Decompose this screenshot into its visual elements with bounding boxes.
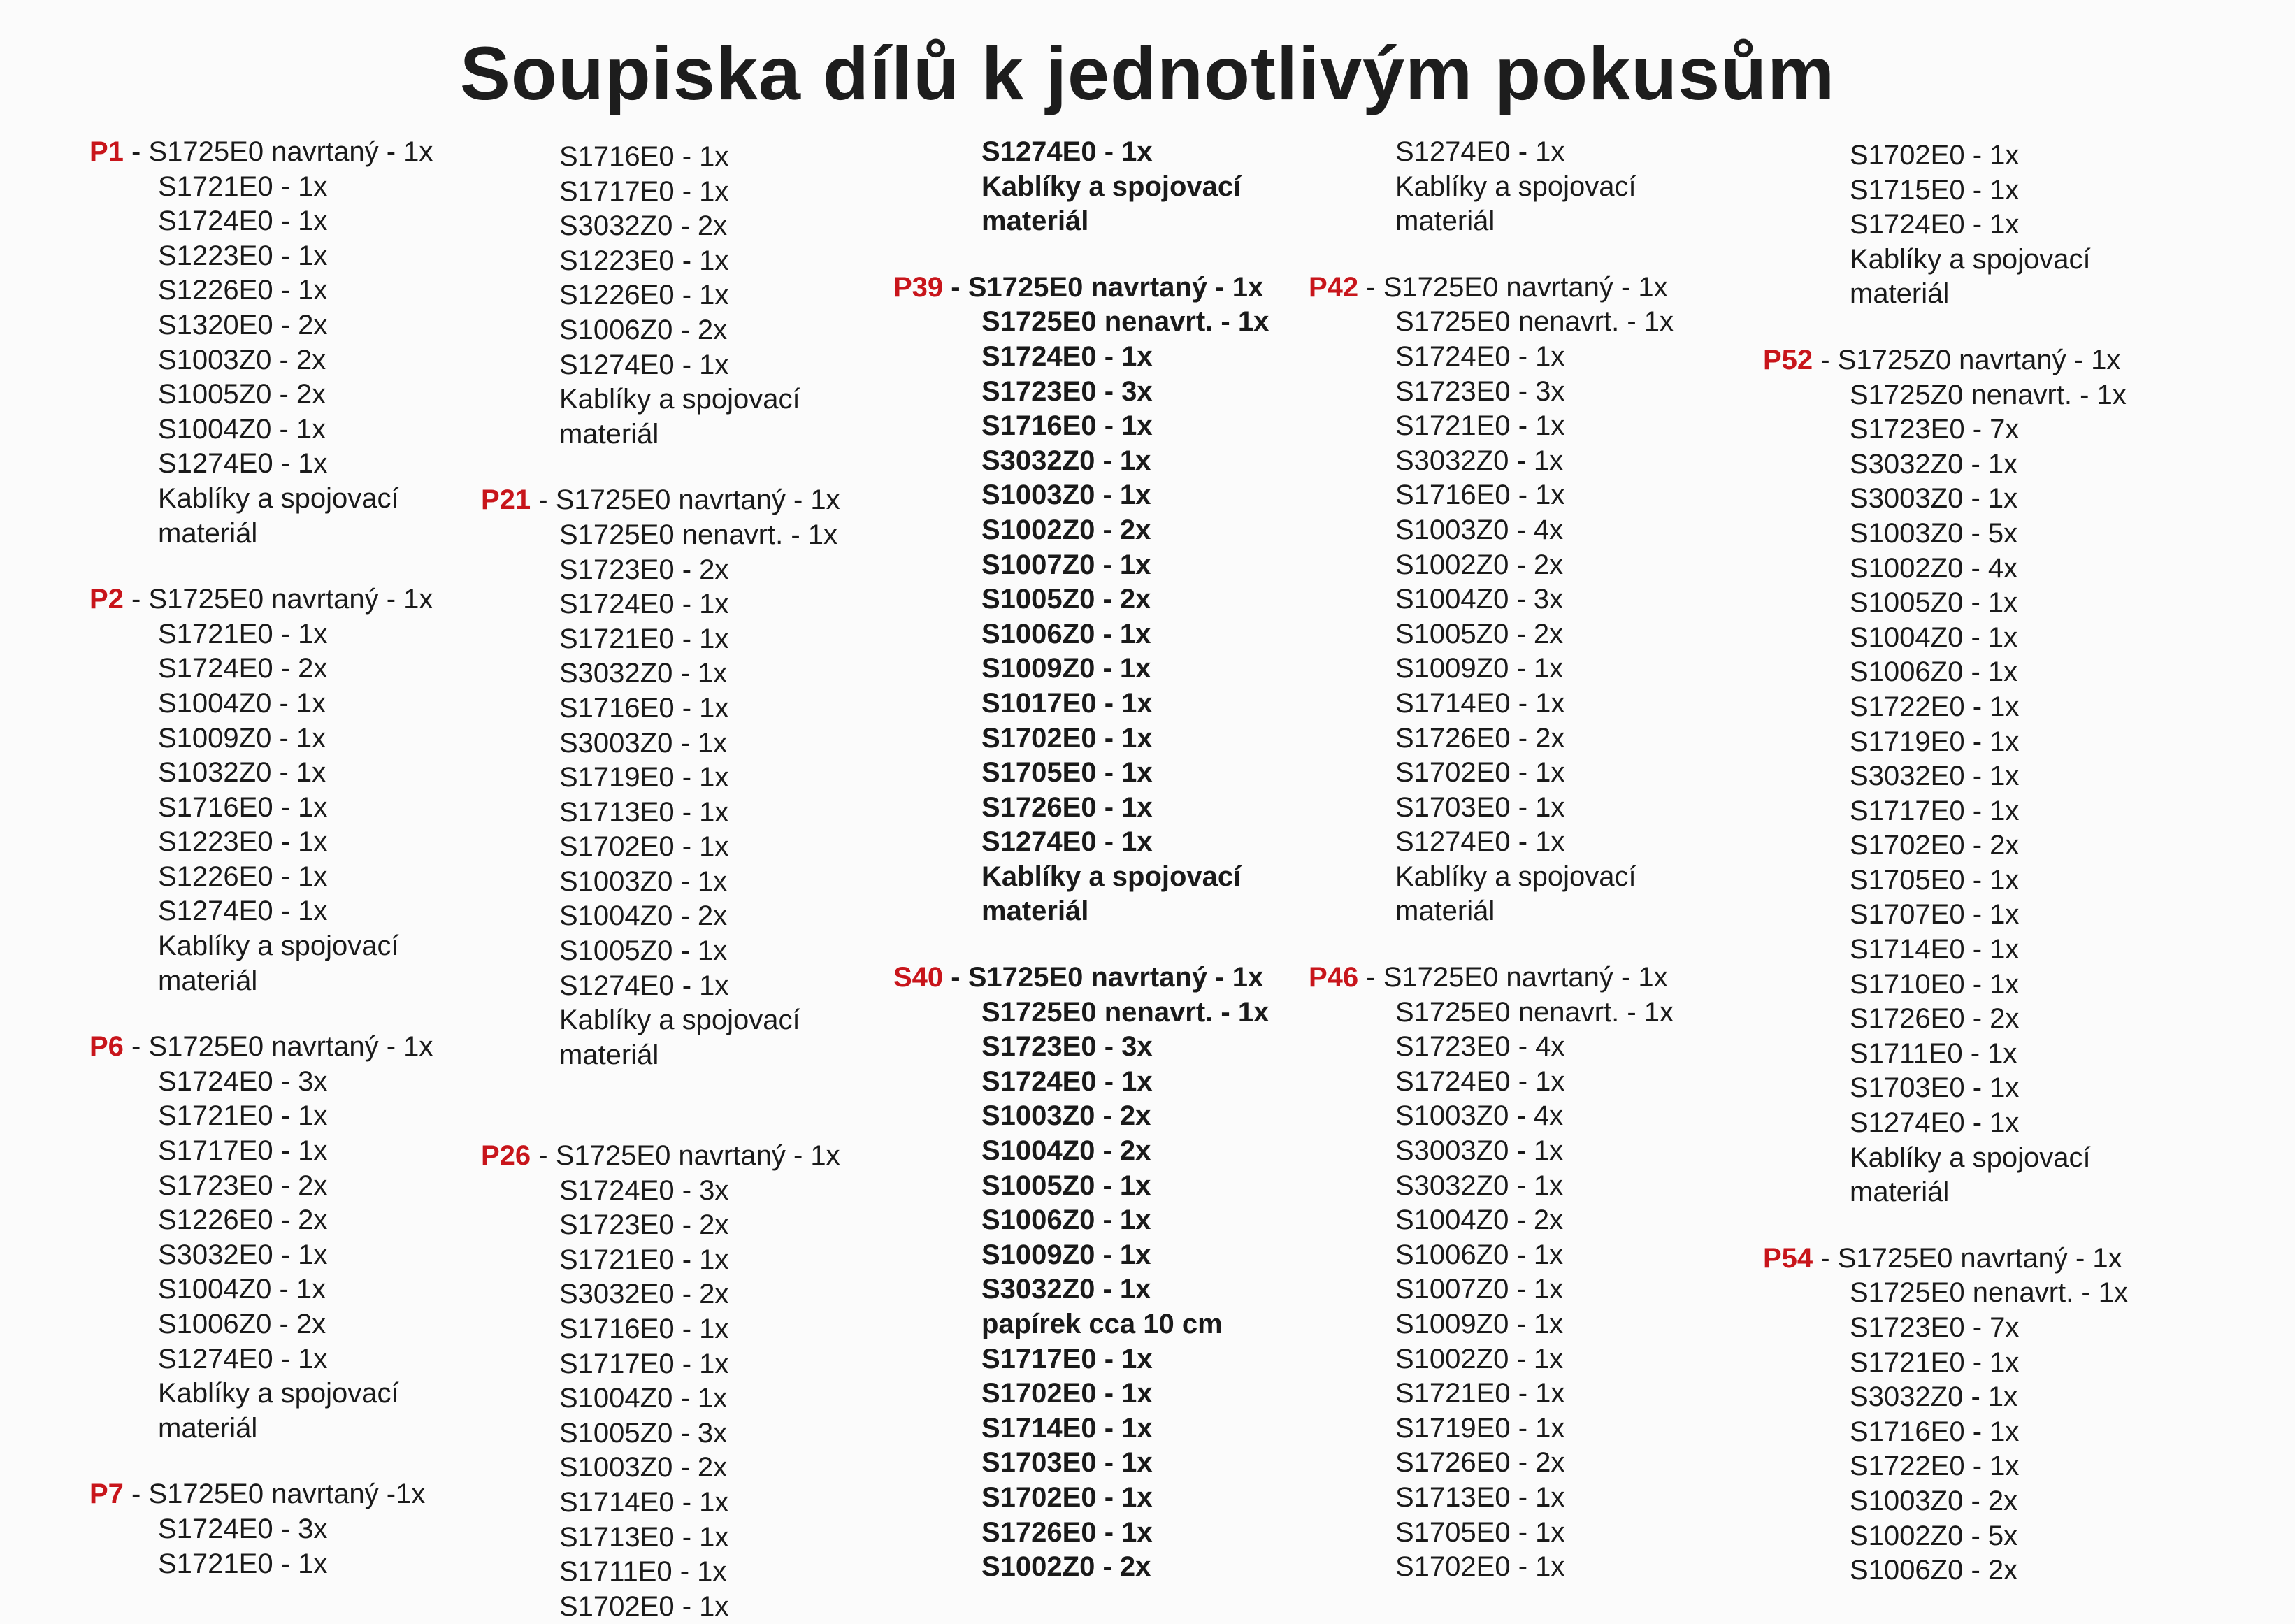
parts-item: materiál — [158, 965, 258, 996]
parts-item: materiál — [158, 1412, 258, 1444]
parts-item: S1713E0 - 1x — [559, 1521, 729, 1553]
parts-item: materiál — [981, 896, 1089, 927]
parts-item: S1724E0 - 1x — [1395, 1065, 1565, 1097]
parts-item: S1713E0 - 1x — [1395, 1481, 1565, 1513]
parts-item: S1721E0 - 1x — [559, 623, 729, 654]
parts-item: S1274E0 - 1x — [559, 970, 729, 1001]
parts-item: S1274E0 - 1x — [1395, 826, 1565, 858]
parts-item: S1725E0 navrtaný - 1x — [148, 136, 433, 167]
parts-item: S1226E0 - 2x — [158, 1205, 328, 1236]
parts-item: S1005Z0 - 1x — [1850, 587, 2018, 619]
parts-item: S1004Z0 - 2x — [981, 1135, 1151, 1167]
parts-item: S1726E0 - 2x — [1850, 1003, 2020, 1035]
parts-item: S3032Z0 - 1x — [981, 1274, 1151, 1305]
parts-item: S1725E0 nenavrt. - 1x — [981, 306, 1269, 338]
parts-item: S1702E0 - 1x — [1395, 757, 1565, 789]
experiment-code: P46 — [1309, 962, 1359, 993]
parts-item: S3032E0 - 1x — [158, 1239, 328, 1270]
parts-item: S1717E0 - 1x — [981, 1343, 1153, 1374]
experiment-code: P21 — [481, 484, 531, 516]
block-header: P54 - S1725E0 navrtaný - 1x — [1763, 1242, 2122, 1274]
parts-item: S1723E0 - 7x — [1850, 1312, 2020, 1343]
block-header: P2 - S1725E0 navrtaný - 1x — [89, 584, 433, 615]
parts-item: S1006Z0 - 1x — [1850, 656, 2018, 688]
parts-item: S1713E0 - 1x — [559, 796, 729, 828]
parts-item: S1223E0 - 1x — [559, 245, 729, 276]
parts-item: S1006Z0 - 1x — [981, 1205, 1151, 1236]
block-header: P42 - S1725E0 navrtaný - 1x — [1309, 271, 1668, 303]
parts-item: S1004Z0 - 1x — [158, 687, 326, 719]
parts-item: S1714E0 - 1x — [1395, 687, 1565, 719]
parts-item: S1004Z0 - 2x — [559, 900, 728, 932]
parts-item: S1716E0 - 1x — [559, 1314, 729, 1344]
parts-item: S1716E0 - 1x — [1395, 480, 1565, 511]
parts-item: S3032Z0 - 1x — [981, 445, 1151, 476]
experiment-code: P6 — [89, 1031, 124, 1063]
parts-item: S3032Z0 - 1x — [1850, 1381, 2018, 1413]
parts-item: S3032Z0 - 1x — [559, 658, 728, 689]
parts-item: S1725E0 navrtaný - 1x — [148, 584, 433, 615]
parts-item: Kablíky a spojovací — [559, 1005, 800, 1036]
parts-item: S1003Z0 - 2x — [981, 1100, 1151, 1132]
block-header: P1 - S1725E0 navrtaný - 1x — [89, 136, 433, 167]
parts-item: S1703E0 - 1x — [981, 1447, 1153, 1479]
parts-item: materiál — [1850, 278, 1950, 310]
parts-item: S1725E0 navrtaný - 1x — [555, 1140, 840, 1172]
parts-item: S3032E0 - 1x — [1850, 761, 2020, 792]
parts-item: S1274E0 - 1x — [158, 448, 328, 480]
parts-item: S1009Z0 - 1x — [1395, 653, 1564, 684]
parts-item: S1723E0 - 2x — [559, 1209, 729, 1241]
parts-item: S1724E0 - 2x — [158, 653, 328, 684]
parts-item: S1725E0 navrtaný - 1x — [967, 962, 1264, 993]
block-header: P39 - S1725E0 navrtaný - 1x — [893, 271, 1264, 303]
parts-item: S1724E0 - 1x — [981, 340, 1153, 372]
parts-item: S1009Z0 - 1x — [1395, 1309, 1564, 1339]
block-header: S40 - S1725E0 navrtaný - 1x — [893, 962, 1264, 993]
experiment-code: P52 — [1763, 344, 1813, 375]
parts-item: S1723E0 - 2x — [158, 1170, 328, 1201]
experiment-code: P7 — [89, 1479, 124, 1510]
parts-item: S1003Z0 - 2x — [1850, 1485, 2018, 1516]
parts-item: S1724E0 - 3x — [158, 1513, 328, 1544]
column-5 — [1763, 138, 2128, 1588]
parts-item: S1724E0 - 1x — [981, 1065, 1153, 1097]
parts-item: S1725E0 navrtaný - 1x — [148, 1031, 433, 1063]
parts-item: S1711E0 - 1x — [559, 1556, 727, 1588]
parts-item: S1714E0 - 1x — [559, 1486, 729, 1518]
parts-item: S1705E0 - 1x — [1395, 1516, 1565, 1548]
parts-item: Kablíky a spojovací — [981, 171, 1242, 202]
parts-item: S1726E0 - 1x — [981, 791, 1153, 823]
parts-item: S1004Z0 - 1x — [158, 413, 326, 445]
parts-item: S1226E0 - 1x — [158, 861, 328, 892]
parts-item: S1223E0 - 1x — [158, 240, 328, 271]
column-3 — [893, 135, 1269, 1585]
parts-item: S1017E0 - 1x — [981, 687, 1153, 719]
parts-item: S1006Z0 - 2x — [158, 1309, 326, 1339]
parts-item: S3032Z0 - 1x — [1395, 445, 1564, 476]
parts-item: S1721E0 - 1x — [1395, 1378, 1565, 1409]
parts-item: S1006Z0 - 2x — [1850, 1555, 2018, 1586]
parts-item: S3003Z0 - 1x — [1395, 1135, 1564, 1167]
parts-item: S1723E0 - 2x — [559, 554, 729, 585]
parts-item: Kablíky a spojovací — [981, 861, 1242, 892]
parts-item: materiál — [1395, 896, 1495, 927]
parts-item: S1724E0 - 1x — [559, 589, 729, 620]
block-header: P26 - S1725E0 navrtaný - 1x — [481, 1140, 840, 1172]
parts-item: S1711E0 - 1x — [1850, 1037, 2017, 1069]
parts-item: S1274E0 - 1x — [981, 136, 1153, 167]
parts-item: S1725E0 navrtaný - 1x — [555, 484, 840, 516]
block-header: P7 - S1725E0 navrtaný -1x — [89, 1479, 426, 1510]
parts-item: S1725E0 navrtaný -1x — [148, 1479, 426, 1510]
parts-item: S1002Z0 - 4x — [1850, 552, 2018, 584]
parts-item: S1716E0 - 1x — [1850, 1416, 2020, 1447]
parts-item: S1006Z0 - 1x — [1395, 1239, 1564, 1270]
parts-item: S1705E0 - 1x — [981, 757, 1153, 789]
parts-item: materiál — [158, 517, 258, 549]
parts-item: S1702E0 - 1x — [559, 1590, 729, 1622]
parts-item: S1726E0 - 1x — [981, 1516, 1153, 1548]
experiment-code: P2 — [89, 584, 124, 615]
experiment-code: P42 — [1309, 271, 1359, 303]
parts-item: S1717E0 - 1x — [559, 175, 729, 207]
parts-item: S1714E0 - 1x — [981, 1412, 1153, 1444]
parts-item: S1274E0 - 1x — [158, 896, 328, 927]
parts-item: S1725E0 navrtaný - 1x — [1383, 271, 1668, 303]
parts-item: materiál — [559, 1039, 659, 1070]
parts-item: S1006Z0 - 2x — [559, 314, 728, 345]
parts-item: S1716E0 - 1x — [559, 141, 729, 172]
parts-item: S1003Z0 - 2x — [158, 344, 326, 375]
parts-item: S1723E0 - 3x — [981, 1031, 1153, 1063]
parts-item: S1721E0 - 1x — [158, 171, 328, 202]
parts-item — [559, 1072, 840, 1107]
parts-item: S3003Z0 - 1x — [1850, 483, 2018, 515]
parts-item: materiál — [559, 418, 659, 450]
parts-item: S1007Z0 - 1x — [1395, 1274, 1564, 1305]
parts-item: S1002Z0 - 2x — [1395, 549, 1564, 580]
parts-item: S3032Z0 - 2x — [559, 210, 728, 242]
parts-item: S1003Z0 - 4x — [1395, 514, 1564, 545]
parts-item: S1715E0 - 1x — [1850, 174, 2020, 206]
parts-item: S1724E0 - 1x — [1850, 209, 2020, 240]
parts-item: S3003Z0 - 1x — [559, 727, 728, 759]
parts-item: S1721E0 - 1x — [158, 618, 328, 649]
parts-item: S1274E0 - 1x — [1850, 1107, 2020, 1139]
parts-item: S1721E0 - 1x — [1395, 410, 1565, 442]
parts-item: S1703E0 - 1x — [1850, 1072, 2020, 1104]
parts-item: S1005Z0 - 2x — [1395, 618, 1564, 649]
parts-item: S1717E0 - 1x — [1850, 795, 2020, 826]
parts-item: Kablíky a spojovací — [158, 930, 399, 962]
column-4 — [1309, 135, 1674, 1585]
parts-item: S1005Z0 - 1x — [559, 935, 728, 967]
parts-item: S1702E0 - 2x — [1850, 830, 2020, 861]
parts-item: S1005Z0 - 3x — [559, 1417, 728, 1449]
parts-item: S1717E0 - 1x — [559, 1348, 729, 1379]
parts-item: S1724E0 - 3x — [158, 1065, 328, 1097]
experiment-code: P26 — [481, 1140, 531, 1172]
parts-item: S1725Z0 nenavrt. - 1x — [1850, 379, 2127, 410]
parts-item: S1724E0 - 1x — [1395, 340, 1565, 372]
parts-item: S1320E0 - 2x — [158, 309, 328, 340]
parts-item: S1003Z0 - 2x — [559, 1452, 728, 1483]
parts-item: S1032Z0 - 1x — [158, 757, 326, 789]
page-title: Soupiska dílů k jednotlivým pokusům — [459, 31, 1836, 115]
parts-item: S1005Z0 - 1x — [981, 1170, 1151, 1201]
parts-item: S3032Z0 - 1x — [1850, 448, 2018, 480]
parts-item: S1725E0 navrtaný - 1x — [1837, 1242, 2122, 1274]
parts-item: Kablíky a spojovací — [158, 482, 399, 514]
parts-item: S1226E0 - 1x — [559, 280, 729, 311]
parts-item: materiál — [1850, 1177, 1950, 1208]
parts-item: S1723E0 - 3x — [981, 375, 1153, 407]
parts-item: S1003Z0 - 1x — [981, 480, 1151, 511]
parts-item: Kablíky a spojovací — [559, 384, 800, 415]
parts-item: S1719E0 - 1x — [1850, 726, 2020, 757]
parts-item: S1004Z0 - 1x — [1850, 621, 2018, 653]
parts-item: S1702E0 - 1x — [981, 722, 1153, 754]
parts-item: S1002Z0 - 2x — [981, 1551, 1151, 1583]
parts-item: S1274E0 - 1x — [1395, 136, 1565, 167]
parts-item: S1725E0 navrtaný - 1x — [967, 271, 1264, 303]
parts-item: S1725E0 nenavrt. - 1x — [981, 996, 1269, 1028]
parts-item: S1722E0 - 1x — [1850, 691, 2020, 722]
parts-item: S1702E0 - 1x — [1850, 140, 2020, 171]
block-header: P6 - S1725E0 navrtaný - 1x — [89, 1031, 433, 1063]
parts-item: S1003Z0 - 4x — [1395, 1100, 1564, 1132]
parts-item: S1721E0 - 1x — [559, 1244, 729, 1275]
parts-item: S1714E0 - 1x — [1850, 934, 2020, 965]
parts-item: S1724E0 - 1x — [158, 206, 328, 237]
parts-item: S1725E0 nenavrt. - 1x — [559, 519, 838, 550]
parts-item: S1009Z0 - 1x — [981, 1239, 1151, 1270]
parts-item: S1724E0 - 3x — [559, 1174, 729, 1206]
experiment-code: P39 — [893, 271, 944, 303]
parts-item: S1705E0 - 1x — [1850, 864, 2020, 896]
parts-item: S1226E0 - 1x — [158, 275, 328, 306]
parts-item: S1719E0 - 1x — [559, 762, 729, 793]
parts-item: S1009Z0 - 1x — [981, 653, 1151, 684]
parts-item: S1005Z0 - 2x — [981, 584, 1151, 615]
parts-item: S1004Z0 - 1x — [559, 1383, 728, 1414]
parts-item: S1719E0 - 1x — [1395, 1412, 1565, 1444]
block-header: P52 - S1725Z0 navrtaný - 1x — [1763, 344, 2121, 375]
parts-item: S1702E0 - 1x — [981, 1481, 1153, 1513]
parts-item: S1004Z0 - 2x — [1395, 1205, 1564, 1236]
parts-item: S1725E0 navrtaný - 1x — [1383, 962, 1668, 993]
parts-item: S1703E0 - 1x — [1395, 791, 1565, 823]
parts-item: S1707E0 - 1x — [1850, 899, 2020, 930]
parts-item: S1716E0 - 1x — [559, 692, 729, 724]
parts-item: S1274E0 - 1x — [158, 1343, 328, 1374]
parts-item: S1702E0 - 1x — [981, 1378, 1153, 1409]
parts-item: S3032Z0 - 1x — [1395, 1170, 1564, 1201]
parts-item: materiál — [1395, 206, 1495, 237]
parts-item: S1717E0 - 1x — [158, 1135, 328, 1167]
parts-item: S1723E0 - 3x — [1395, 375, 1565, 407]
parts-item: S1716E0 - 1x — [981, 410, 1153, 442]
parts-item: S1003Z0 - 5x — [1850, 517, 2018, 549]
parts-item: S1725E0 nenavrt. - 1x — [1395, 996, 1674, 1028]
parts-item: S1710E0 - 1x — [1850, 968, 2020, 1000]
parts-item: S3032E0 - 2x — [559, 1279, 729, 1310]
parts-item: Kablíky a spojovací — [1850, 1142, 2091, 1173]
parts-item: papírek cca 10 cm — [981, 1309, 1223, 1339]
block-header: P21 - S1725E0 navrtaný - 1x — [481, 484, 840, 516]
parts-item: materiál — [981, 206, 1089, 237]
parts-item: S1006Z0 - 1x — [981, 618, 1151, 649]
parts-item: S1721E0 - 1x — [1850, 1346, 2020, 1378]
parts-item: S1702E0 - 1x — [559, 831, 729, 863]
parts-item: S1721E0 - 1x — [158, 1100, 328, 1132]
parts-item: S1002Z0 - 1x — [1395, 1343, 1564, 1374]
experiment-code: P1 — [89, 136, 124, 167]
block-header: P46 - S1725E0 navrtaný - 1x — [1309, 962, 1668, 993]
parts-item: S1009Z0 - 1x — [158, 722, 326, 754]
parts-item: S1716E0 - 1x — [158, 791, 328, 823]
parts-item: S1702E0 - 1x — [1395, 1551, 1565, 1583]
parts-item: Kablíky a spojovací — [1395, 171, 1636, 202]
parts-item: S1725E0 nenavrt. - 1x — [1850, 1277, 2129, 1309]
parts-item: S1725Z0 navrtaný - 1x — [1837, 344, 2121, 375]
experiment-code: P54 — [1763, 1242, 1813, 1274]
parts-item: Kablíky a spojovací — [158, 1378, 399, 1409]
parts-item: S1004Z0 - 3x — [1395, 584, 1564, 615]
parts-item: S1002Z0 - 5x — [1850, 1520, 2018, 1551]
parts-item: S1003Z0 - 1x — [559, 865, 728, 897]
parts-item: S1723E0 - 4x — [1395, 1031, 1565, 1063]
parts-item: S1723E0 - 7x — [1850, 414, 2020, 445]
parts-item: S1274E0 - 1x — [559, 349, 729, 380]
parts-item: S1002Z0 - 2x — [981, 514, 1151, 545]
experiment-code: S40 — [893, 962, 944, 993]
parts-item: S1004Z0 - 1x — [158, 1274, 326, 1305]
parts-item: S1721E0 - 1x — [158, 1548, 328, 1579]
parts-item: Kablíky a spojovací — [1850, 243, 2091, 275]
parts-item: Kablíky a spojovací — [1395, 861, 1636, 892]
parts-item: S1005Z0 - 2x — [158, 379, 326, 410]
parts-item: S1223E0 - 1x — [158, 826, 328, 858]
parts-item: S1722E0 - 1x — [1850, 1451, 2020, 1482]
parts-item: S1007Z0 - 1x — [981, 549, 1151, 580]
parts-item: S1725E0 nenavrt. - 1x — [1395, 306, 1674, 338]
column-1 — [89, 135, 433, 1581]
column-2 — [481, 140, 840, 1624]
parts-item: S1726E0 - 2x — [1395, 722, 1565, 754]
parts-item: S1726E0 - 2x — [1395, 1447, 1565, 1479]
parts-item: S1274E0 - 1x — [981, 826, 1153, 858]
